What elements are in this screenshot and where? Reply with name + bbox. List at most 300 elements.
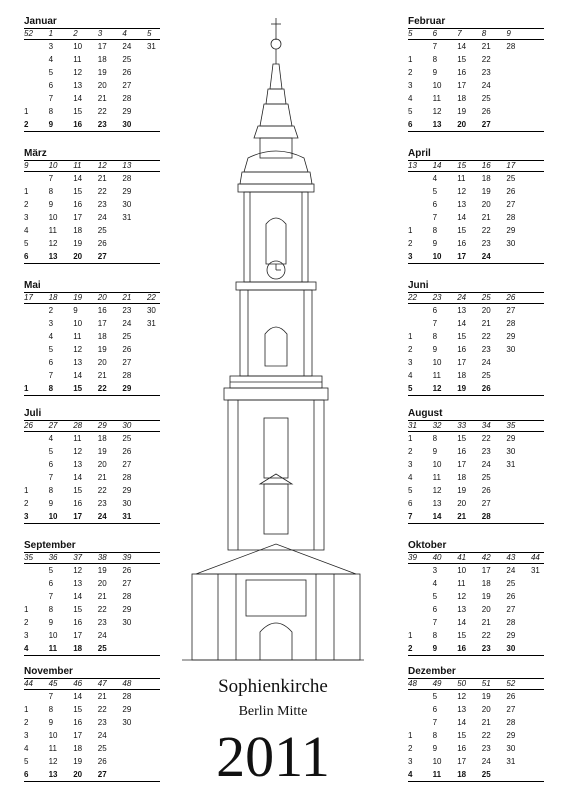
- day-cell: 17: [97, 42, 107, 51]
- day-cell: 2: [408, 239, 413, 248]
- day-cell: 17: [457, 252, 467, 261]
- week-number-row: [24, 553, 160, 564]
- week-number-row: [408, 553, 544, 564]
- day-cell: 16: [457, 68, 467, 77]
- day-cell: 8: [432, 55, 438, 64]
- day-cell: 17: [73, 213, 83, 222]
- day-cell: 7: [48, 371, 54, 380]
- week-number: 3: [97, 29, 103, 38]
- day-cell: 16: [73, 200, 83, 209]
- day-cell: 20: [457, 120, 467, 129]
- day-cell: 5: [24, 757, 29, 766]
- week-number: 17: [24, 293, 33, 302]
- month-11: [408, 666, 544, 782]
- day-cell: 22: [97, 486, 107, 495]
- day-cell: 22: [97, 605, 107, 614]
- day-row: [408, 105, 544, 118]
- day-cell: 6: [48, 460, 54, 469]
- month-name: November: [24, 666, 73, 677]
- week-number: 23: [432, 293, 442, 302]
- day-cell: [408, 185, 433, 198]
- day-row: [408, 497, 544, 510]
- day-cell: 20: [97, 81, 107, 90]
- day-cell: 31: [122, 512, 132, 521]
- day-cell: 20: [481, 705, 491, 714]
- day-row: [24, 577, 160, 590]
- day-cell: 24: [481, 358, 491, 367]
- day-cell: 24: [122, 42, 132, 51]
- day-cell: 18: [457, 94, 467, 103]
- day-cell: [506, 484, 531, 497]
- day-cell: 22: [481, 631, 491, 640]
- day-cell: 18: [457, 371, 467, 380]
- day-cell: 19: [457, 384, 467, 393]
- day-cell: 15: [73, 705, 83, 714]
- day-cell: 5: [48, 68, 54, 77]
- day-cell: 7: [408, 512, 413, 521]
- day-cell: 11: [457, 579, 466, 588]
- day-cell: [24, 79, 49, 92]
- day-cell: 19: [97, 566, 107, 575]
- day-cell: 25: [481, 371, 491, 380]
- day-row: [24, 304, 160, 317]
- day-cell: 27: [481, 120, 491, 129]
- week-number: 41: [457, 553, 467, 562]
- day-row: [24, 356, 160, 369]
- day-cell: [24, 590, 49, 603]
- week-number: 51: [481, 679, 491, 688]
- day-cell: 14: [457, 718, 467, 727]
- day-cell: 4: [432, 174, 438, 183]
- day-cell: 30: [506, 744, 516, 753]
- day-cell: 29: [122, 486, 132, 495]
- day-cell: 30: [122, 618, 132, 627]
- day-cell: [122, 755, 147, 768]
- day-cell: 19: [97, 345, 107, 354]
- day-cell: 25: [122, 332, 132, 341]
- day-cell: 22: [481, 731, 491, 740]
- day-cell: 17: [481, 566, 491, 575]
- week-number: 52: [506, 679, 516, 688]
- day-cell: 26: [97, 239, 107, 248]
- day-cell: 23: [481, 68, 491, 77]
- day-cell: 27: [97, 770, 107, 779]
- day-cell: 12: [457, 187, 467, 196]
- day-cell: 4: [24, 744, 29, 753]
- day-cell: 11: [432, 770, 442, 779]
- day-row: [24, 432, 160, 445]
- day-cell: 29: [506, 731, 516, 740]
- day-cell: 8: [48, 107, 54, 116]
- week-number-row: [24, 161, 160, 172]
- day-cell: 13: [73, 579, 83, 588]
- day-row: [408, 237, 544, 250]
- day-cell: 9: [432, 68, 438, 77]
- day-cell: 6: [48, 579, 54, 588]
- day-cell: 3: [24, 731, 29, 740]
- day-row: [408, 716, 544, 729]
- day-cell: 8: [432, 226, 438, 235]
- day-cell: 15: [73, 384, 83, 393]
- day-cell: 11: [432, 94, 441, 103]
- day-cell: 28: [122, 371, 132, 380]
- day-row: [24, 198, 160, 211]
- day-cell: 6: [48, 81, 54, 90]
- day-cell: 13: [73, 460, 83, 469]
- day-cell: 19: [73, 757, 83, 766]
- day-cell: 25: [97, 226, 107, 235]
- month-name: Februar: [408, 16, 446, 27]
- day-cell: 28: [506, 319, 516, 328]
- day-cell: 13: [432, 499, 442, 508]
- week-number: 9: [24, 161, 29, 170]
- day-cell: 9: [432, 744, 438, 753]
- day-cell: 23: [122, 306, 132, 315]
- day-row: [24, 590, 160, 603]
- week-number: 22: [146, 293, 156, 302]
- day-cell: 26: [506, 692, 516, 701]
- day-cell: [122, 729, 147, 742]
- week-number: 14: [432, 161, 442, 170]
- church-title: Sophienkirche: [218, 676, 328, 697]
- day-cell: 21: [481, 42, 491, 51]
- day-row: [408, 40, 544, 53]
- day-cell: 4: [432, 579, 438, 588]
- day-cell: 24: [97, 512, 107, 521]
- day-row: [24, 642, 160, 655]
- day-cell: 15: [457, 631, 467, 640]
- month-name: September: [24, 540, 76, 551]
- month-7: [408, 408, 544, 524]
- day-row: [408, 484, 544, 497]
- day-cell: 31: [506, 460, 516, 469]
- day-cell: 26: [122, 447, 132, 456]
- day-cell: 3: [408, 460, 413, 469]
- week-number: 7: [457, 29, 462, 38]
- day-row: [24, 382, 160, 395]
- day-cell: [122, 237, 147, 250]
- day-cell: 5: [408, 486, 413, 495]
- day-cell: 23: [481, 447, 491, 456]
- day-cell: 15: [73, 187, 83, 196]
- day-cell: 24: [481, 460, 491, 469]
- day-cell: [24, 66, 49, 79]
- week-number-row: [408, 293, 544, 304]
- day-cell: 13: [457, 605, 467, 614]
- day-cell: 3: [408, 358, 413, 367]
- week-number: 10: [48, 161, 58, 170]
- day-cell: [531, 616, 556, 629]
- week-number-row: [408, 29, 544, 40]
- week-number-row: [408, 421, 544, 432]
- day-cell: 12: [73, 566, 83, 575]
- day-cell: 17: [97, 319, 107, 328]
- day-cell: 28: [122, 692, 132, 701]
- day-cell: 19: [457, 107, 467, 116]
- week-number: 36: [48, 553, 58, 562]
- day-cell: 29: [122, 705, 132, 714]
- day-cell: 2: [24, 718, 29, 727]
- week-number-row: [24, 421, 160, 432]
- day-cell: [408, 317, 433, 330]
- day-cell: 27: [122, 579, 132, 588]
- day-cell: 13: [73, 358, 83, 367]
- day-cell: [506, 66, 531, 79]
- day-cell: 31: [146, 42, 156, 51]
- day-cell: 10: [48, 631, 58, 640]
- day-cell: [24, 317, 49, 330]
- day-cell: 22: [97, 107, 107, 116]
- day-cell: 18: [73, 744, 83, 753]
- day-cell: 5: [432, 592, 438, 601]
- week-number: 9: [506, 29, 511, 38]
- day-cell: 1: [24, 107, 29, 116]
- month-name: Juni: [408, 280, 429, 291]
- day-cell: 11: [73, 434, 82, 443]
- day-cell: 21: [481, 618, 491, 627]
- day-cell: 6: [432, 605, 438, 614]
- day-row: [408, 185, 544, 198]
- week-number: 47: [97, 679, 107, 688]
- day-cell: 14: [457, 319, 467, 328]
- day-cell: 11: [73, 55, 82, 64]
- day-cell: 22: [481, 434, 491, 443]
- day-cell: 16: [73, 120, 83, 129]
- day-cell: 16: [457, 239, 467, 248]
- day-cell: 20: [481, 306, 491, 315]
- week-number: 32: [432, 421, 442, 430]
- day-cell: 20: [97, 460, 107, 469]
- day-cell: 13: [457, 200, 467, 209]
- day-cell: 26: [481, 384, 491, 393]
- day-cell: 11: [48, 226, 57, 235]
- day-cell: 4: [408, 770, 413, 779]
- day-cell: 27: [122, 358, 132, 367]
- day-cell: 29: [122, 384, 132, 393]
- day-cell: 30: [122, 120, 132, 129]
- day-cell: 3: [408, 81, 413, 90]
- week-number: 26: [506, 293, 516, 302]
- day-row: [24, 729, 160, 742]
- day-cell: 22: [481, 332, 491, 341]
- day-cell: 28: [481, 512, 491, 521]
- day-row: [408, 343, 544, 356]
- day-cell: 26: [506, 592, 516, 601]
- day-cell: 24: [481, 757, 491, 766]
- day-cell: 21: [97, 371, 107, 380]
- day-cell: [506, 471, 531, 484]
- day-cell: 9: [48, 499, 54, 508]
- day-row: [408, 616, 544, 629]
- day-cell: 6: [24, 770, 29, 779]
- week-number-row: [24, 679, 160, 690]
- week-number: 43: [506, 553, 516, 562]
- day-cell: [531, 603, 556, 616]
- day-cell: 1: [408, 332, 413, 341]
- day-cell: [122, 629, 147, 642]
- day-cell: 2: [24, 200, 29, 209]
- day-cell: [24, 577, 49, 590]
- day-cell: 29: [122, 107, 132, 116]
- week-number: 19: [73, 293, 83, 302]
- day-cell: [506, 118, 531, 131]
- day-cell: 17: [457, 81, 467, 90]
- week-number: 38: [97, 553, 107, 562]
- month-name: Mai: [24, 280, 41, 291]
- church-tower-drawing: [178, 14, 368, 664]
- day-cell: 14: [432, 512, 442, 521]
- day-cell: [24, 330, 49, 343]
- day-row: [24, 616, 160, 629]
- day-cell: 10: [48, 213, 58, 222]
- week-number-row: [24, 293, 160, 304]
- day-cell: [408, 304, 433, 317]
- day-cell: 21: [481, 718, 491, 727]
- day-cell: 15: [457, 226, 467, 235]
- day-cell: 15: [73, 486, 83, 495]
- day-cell: 8: [432, 434, 438, 443]
- day-cell: [24, 564, 49, 577]
- day-cell: 8: [48, 486, 54, 495]
- day-row: [24, 510, 160, 523]
- day-row: [408, 250, 544, 263]
- day-cell: [408, 703, 433, 716]
- day-cell: 12: [73, 345, 83, 354]
- day-cell: 13: [48, 252, 58, 261]
- day-cell: 25: [481, 94, 491, 103]
- day-cell: 20: [481, 200, 491, 209]
- day-row: [408, 445, 544, 458]
- day-cell: 1: [408, 226, 413, 235]
- day-cell: 13: [48, 770, 58, 779]
- day-cell: 4: [48, 55, 54, 64]
- day-row: [24, 471, 160, 484]
- day-cell: 17: [73, 512, 83, 521]
- day-cell: 21: [97, 592, 107, 601]
- day-cell: 29: [506, 332, 516, 341]
- week-number: 1: [48, 29, 54, 38]
- day-cell: 5: [24, 239, 29, 248]
- day-cell: 28: [506, 42, 516, 51]
- day-cell: 14: [457, 213, 467, 222]
- week-number: 45: [48, 679, 58, 688]
- day-cell: [24, 356, 49, 369]
- day-cell: 1: [408, 55, 413, 64]
- day-cell: [531, 642, 556, 655]
- day-cell: 30: [506, 239, 516, 248]
- day-cell: 23: [481, 744, 491, 753]
- day-cell: 16: [73, 718, 83, 727]
- month-5: [408, 280, 544, 396]
- day-cell: 5: [408, 107, 413, 116]
- day-cell: 21: [97, 692, 107, 701]
- day-cell: [531, 590, 556, 603]
- day-row: [408, 317, 544, 330]
- day-cell: 1: [24, 486, 29, 495]
- day-cell: 28: [506, 213, 516, 222]
- day-cell: 11: [457, 174, 466, 183]
- day-cell: 15: [457, 434, 467, 443]
- day-cell: 16: [457, 644, 467, 653]
- day-cell: 24: [481, 252, 491, 261]
- day-cell: 23: [97, 499, 107, 508]
- day-cell: 12: [73, 447, 83, 456]
- day-cell: 7: [432, 718, 438, 727]
- day-cell: 7: [48, 592, 54, 601]
- day-cell: 15: [73, 107, 83, 116]
- day-cell: 14: [73, 692, 83, 701]
- day-cell: [24, 471, 49, 484]
- day-row: [24, 172, 160, 185]
- day-cell: 13: [432, 120, 442, 129]
- day-cell: 5: [48, 345, 54, 354]
- day-cell: 22: [97, 384, 107, 393]
- day-row: [408, 703, 544, 716]
- week-number: 24: [457, 293, 467, 302]
- day-row: [408, 211, 544, 224]
- day-cell: [408, 172, 433, 185]
- day-cell: 3: [408, 757, 413, 766]
- day-cell: 10: [48, 512, 58, 521]
- day-cell: 25: [506, 174, 516, 183]
- week-number: 6: [432, 29, 438, 38]
- day-cell: 3: [432, 566, 438, 575]
- week-number: 37: [73, 553, 83, 562]
- week-number: 31: [408, 421, 417, 430]
- day-row: [24, 317, 160, 330]
- day-cell: 11: [73, 332, 82, 341]
- week-number: 8: [481, 29, 487, 38]
- day-cell: [147, 356, 172, 369]
- day-cell: 3: [48, 42, 54, 51]
- day-row: [408, 768, 544, 781]
- day-cell: 11: [432, 473, 441, 482]
- day-cell: 20: [73, 770, 83, 779]
- week-number: 4: [122, 29, 127, 38]
- day-cell: 17: [457, 460, 467, 469]
- month-2: [24, 148, 160, 264]
- day-cell: 2: [408, 345, 413, 354]
- week-number: 52: [24, 29, 33, 38]
- day-cell: 9: [48, 718, 54, 727]
- day-row: [24, 185, 160, 198]
- day-cell: 13: [73, 81, 83, 90]
- day-cell: 6: [408, 499, 413, 508]
- day-cell: 13: [457, 705, 467, 714]
- month-10: [24, 666, 160, 782]
- day-cell: 19: [481, 592, 491, 601]
- week-number: 5: [146, 29, 152, 38]
- day-cell: 24: [97, 631, 107, 640]
- day-cell: [122, 742, 147, 755]
- day-row: [24, 118, 160, 131]
- day-cell: [506, 105, 531, 118]
- day-row: [408, 79, 544, 92]
- day-cell: 18: [97, 332, 107, 341]
- day-cell: 28: [122, 592, 132, 601]
- week-number: 46: [73, 679, 83, 688]
- week-number-row: [24, 29, 160, 40]
- day-cell: 15: [457, 55, 467, 64]
- day-cell: 14: [457, 618, 467, 627]
- day-cell: 12: [457, 592, 467, 601]
- day-cell: [147, 118, 172, 131]
- day-cell: 9: [48, 200, 54, 209]
- day-cell: 25: [481, 770, 491, 779]
- day-cell: 14: [73, 473, 83, 482]
- day-cell: 8: [48, 384, 54, 393]
- day-cell: [506, 497, 531, 510]
